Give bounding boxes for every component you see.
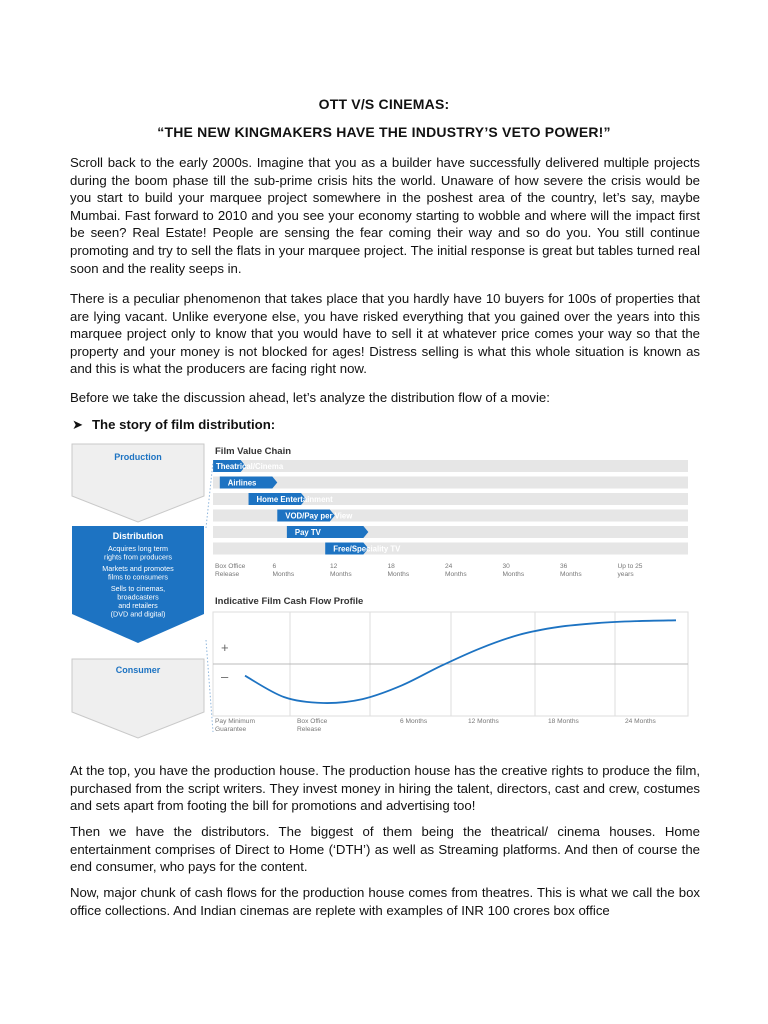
paragraph-1: Scroll back to the early 2000s. Imagine that you as a builder have successfully delivered multiple projects during the boom phase till the sub-prime crisis hits the world. Unaware of how severe the crisis would be you start to build your marquee project somewhere in the poshest area of the country, let’s say, maybe Mumbai. Fast forward to 2010 and you see your economy starting to wobble and where will the impact first be seen? Real Estate! People are sensing the fear coming their way and so do you. You still continue promoting and try to sell the flats in your marquee project. The initial response is great but tables turned real soon and the reality seeps in.: [70, 155, 700, 276]
arrow-bullet-icon: ➤: [72, 417, 84, 432]
value-chain-tick-label: 24: [445, 563, 453, 570]
cashflow-tick-label: 18 Months: [548, 718, 579, 725]
cashflow-tick-label: Guarantee: [215, 726, 247, 733]
window-label: VOD/Pay per View: [285, 511, 353, 521]
film-distribution-figure: [70, 440, 700, 740]
consumer-label: Consumer: [115, 665, 161, 675]
distribution-item-line: rights from producers: [104, 552, 172, 562]
value-chain-tick-label: 18: [387, 563, 395, 570]
value-chain-title: Film Value Chain: [215, 446, 292, 457]
value-chain-tick-label: 12: [330, 563, 338, 570]
value-chain-tick-label: 30: [502, 563, 510, 570]
paragraph-2: There is a peculiar phenomenon that takes place that you hardly have 10 buyers for 100s of properties that are lying vacant. Unlike everyone else, you have risked everything that you gained over the years into this marquee project only to know that you would have to sell it at whatever price comes your way so that the property and your money is not blocked for ages! Distress selling is what this whole situation is known as and this is what the producers are facing right now.: [70, 291, 700, 377]
cashflow-tick-label: Pay Minimum: [215, 718, 255, 725]
bullet-heading: [72, 417, 275, 433]
cashflow-tick-label: 24 Months: [625, 718, 656, 725]
cashflow-title: Indicative Film Cash Flow Profile: [215, 596, 364, 607]
timeline-band: [213, 460, 688, 472]
distribution-item-line: (DVD and digital): [110, 609, 166, 619]
paragraph-4: At the top, you have the production house. The production house has the creative rights to produce the film, purchased from the script writers. They invest money in hiring the talent, directors, cast and crew, costumes and sets apart from footing the bill for promotions and advertising too!: [70, 763, 700, 814]
cashflow-tick-label: 12 Months: [468, 718, 499, 725]
value-chain-tick-label: Box Office: [215, 563, 246, 570]
timeline-band: [213, 543, 688, 555]
value-chain-tick-label: 36: [560, 563, 568, 570]
distribution-item-line: Markets and promotes: [102, 564, 174, 573]
window-label: Home Entertainment: [256, 494, 333, 504]
distribution-title: Distribution: [112, 531, 164, 541]
document-subtitle: “THE NEW KINGMAKERS HAVE THE INDUSTRY’S VETO POWER!”: [157, 124, 611, 140]
window-label: Theatrical/Cinema: [216, 461, 284, 471]
distribution-item-line: films to consumers: [108, 572, 168, 582]
value-chain-tick-label: Months: [502, 571, 525, 578]
distribution-item-line: and retailers: [118, 601, 158, 610]
distribution-item-line: Sells to cinemas,: [110, 584, 166, 593]
value-chain-tick-label: Months: [330, 571, 352, 578]
figure-svg: [70, 440, 700, 740]
distribution-item-line: Acquires long term: [108, 544, 168, 553]
distribution-item-line: broadcasters: [117, 592, 159, 602]
cashflow-tick-label: Release: [297, 726, 322, 733]
cashflow-minus-label: –: [221, 669, 229, 684]
production-label: Production: [114, 452, 162, 462]
window-label: Free/Speciality TV: [333, 544, 401, 554]
paragraph-6: Now, major chunk of cash flows for the production house comes from theatres. This is what we call the box office collections. And Indian cinemas are replete with examples of INR 100 crores box office: [70, 885, 700, 918]
paragraph-3: Before we take the discussion ahead, let’s analyze the distribution flow of a movie:: [70, 390, 550, 405]
value-chain-tick-label: 6: [272, 563, 277, 570]
value-chain-tick-label: Up to 25: [617, 563, 643, 570]
value-chain-tick-label: Months: [272, 571, 295, 578]
value-chain-tick-label: Release: [215, 571, 240, 578]
value-chain-tick-label: Months: [560, 571, 582, 578]
cashflow-tick-label: 6 Months: [400, 718, 428, 725]
window-label: Pay TV: [294, 527, 321, 537]
connector-line: [206, 640, 213, 732]
bullet-heading-text: The story of film distribution:: [92, 417, 276, 432]
timeline-band: [213, 477, 688, 489]
value-chain-tick-label: Months: [445, 571, 467, 578]
paragraph-5: Then we have the distributors. The biggest of them being the theatrical/ cinema houses. Home entertainment comprises of Direct to Home (‘DTH’) as well as Streaming platforms. And then of course the end consumer, who pays for the content.: [70, 824, 700, 875]
window-label: Airlines: [227, 478, 257, 488]
timeline-band: [213, 526, 688, 538]
cashflow-plus-label: +: [221, 640, 229, 655]
value-chain-tick-label: years: [617, 571, 634, 578]
document-title: OTT V/S CINEMAS:: [318, 96, 450, 112]
value-chain-tick-label: Months: [387, 571, 410, 578]
cashflow-tick-label: Box Office: [297, 718, 328, 725]
connector-line: [206, 462, 213, 528]
